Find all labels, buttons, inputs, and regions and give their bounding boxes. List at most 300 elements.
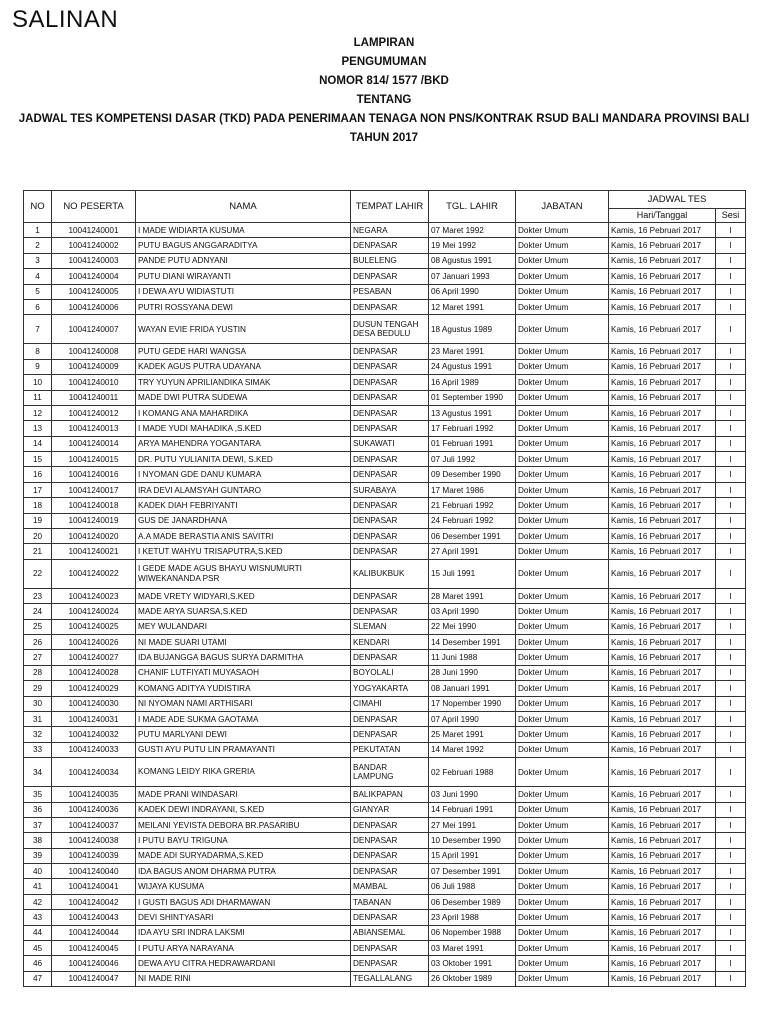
cell-no-peserta: 10041240031 <box>52 711 136 726</box>
cell-sesi: I <box>716 787 746 802</box>
cell-no-peserta: 10041240002 <box>52 238 136 253</box>
cell-no: 19 <box>24 513 52 528</box>
cell-no-peserta: 10041240028 <box>52 665 136 680</box>
cell-tgl-lahir: 08 Agustus 1991 <box>429 253 516 268</box>
cell-no-peserta: 10041240030 <box>52 696 136 711</box>
cell-sesi: I <box>716 513 746 528</box>
cell-hari-tanggal: Kamis, 16 Pebruari 2017 <box>609 634 716 649</box>
cell-nama: PUTRI ROSSYANA DEWI <box>136 299 351 314</box>
cell-tempat-lahir: DENPASAR <box>351 864 429 879</box>
cell-hari-tanggal: Kamis, 16 Pebruari 2017 <box>609 925 716 940</box>
cell-tgl-lahir: 01 September 1990 <box>429 390 516 405</box>
cell-tgl-lahir: 24 Februari 1992 <box>429 513 516 528</box>
cell-jabatan: Dokter Umum <box>516 390 609 405</box>
cell-nama: IDA BUJANGGA BAGUS SURYA DARMITHA <box>136 650 351 665</box>
header-title: JADWAL TES KOMPETENSI DASAR (TKD) PADA PENERIMAAN TENAGA NON PNS/KONTRAK RSUD BALI MANDARA PROVINSI BALI <box>18 113 750 125</box>
cell-sesi: I <box>716 727 746 742</box>
cell-jabatan: Dokter Umum <box>516 269 609 284</box>
table-row <box>24 787 746 802</box>
cell-sesi: I <box>716 344 746 359</box>
cell-tempat-lahir: TEGALLALANG <box>351 971 429 986</box>
cell-jabatan: Dokter Umum <box>516 344 609 359</box>
cell-no: 29 <box>24 681 52 696</box>
cell-sesi: I <box>716 375 746 390</box>
cell-no-peserta: 10041240013 <box>52 421 136 436</box>
cell-hari-tanggal: Kamis, 16 Pebruari 2017 <box>609 390 716 405</box>
cell-tempat-lahir: DENPASAR <box>351 421 429 436</box>
cell-tgl-lahir: 03 Juni 1990 <box>429 787 516 802</box>
cell-tempat-lahir: DENPASAR <box>351 529 429 544</box>
cell-sesi: I <box>716 879 746 894</box>
cell-no: 22 <box>24 559 52 588</box>
cell-sesi: I <box>716 758 746 787</box>
cell-jabatan: Dokter Umum <box>516 223 609 238</box>
cell-tempat-lahir: PESABAN <box>351 284 429 299</box>
cell-hari-tanggal: Kamis, 16 Pebruari 2017 <box>609 375 716 390</box>
cell-no-peserta: 10041240033 <box>52 742 136 757</box>
cell-tgl-lahir: 16 April 1989 <box>429 375 516 390</box>
cell-no-peserta: 10041240011 <box>52 390 136 405</box>
cell-sesi: I <box>716 588 746 603</box>
table-row <box>24 817 746 832</box>
cell-jabatan: Dokter Umum <box>516 467 609 482</box>
col-header-tgl-lahir: TGL. LAHIR <box>429 191 516 223</box>
cell-no: 15 <box>24 452 52 467</box>
salinan-stamp: SALINAN <box>12 6 119 33</box>
cell-sesi: I <box>716 253 746 268</box>
cell-hari-tanggal: Kamis, 16 Pebruari 2017 <box>609 802 716 817</box>
cell-no-peserta: 10041240005 <box>52 284 136 299</box>
cell-sesi: I <box>716 971 746 986</box>
cell-sesi: I <box>716 405 746 420</box>
cell-no-peserta: 10041240041 <box>52 879 136 894</box>
cell-tgl-lahir: 06 Juli 1988 <box>429 879 516 894</box>
cell-hari-tanggal: Kamis, 16 Pebruari 2017 <box>609 727 716 742</box>
table-row <box>24 941 746 956</box>
cell-jabatan: Dokter Umum <box>516 971 609 986</box>
cell-sesi: I <box>716 269 746 284</box>
cell-no-peserta: 10041240021 <box>52 544 136 559</box>
cell-nama: MADE VRETY WIDYARI,S.KED <box>136 588 351 603</box>
table-row <box>24 359 746 374</box>
table-row <box>24 833 746 848</box>
cell-no-peserta: 10041240016 <box>52 467 136 482</box>
table-row <box>24 284 746 299</box>
cell-sesi: I <box>716 529 746 544</box>
table-row <box>24 634 746 649</box>
cell-no: 30 <box>24 696 52 711</box>
cell-hari-tanggal: Kamis, 16 Pebruari 2017 <box>609 452 716 467</box>
cell-nama: KADEK AGUS PUTRA UDAYANA <box>136 359 351 374</box>
cell-jabatan: Dokter Umum <box>516 405 609 420</box>
cell-tgl-lahir: 14 Desember 1991 <box>429 634 516 649</box>
header-pengumuman: PENGUMUMAN <box>341 56 427 68</box>
cell-nama: PUTU GEDE HARI WANGSA <box>136 344 351 359</box>
cell-jabatan: Dokter Umum <box>516 665 609 680</box>
cell-jabatan: Dokter Umum <box>516 619 609 634</box>
cell-hari-tanggal: Kamis, 16 Pebruari 2017 <box>609 665 716 680</box>
cell-tgl-lahir: 08 Januari 1991 <box>429 681 516 696</box>
cell-no-peserta: 10041240034 <box>52 758 136 787</box>
cell-no: 2 <box>24 238 52 253</box>
cell-no-peserta: 10041240017 <box>52 482 136 497</box>
cell-nama: I KETUT WAHYU TRISAPUTRA,S.KED <box>136 544 351 559</box>
cell-nama: I DEWA AYU WIDIASTUTI <box>136 284 351 299</box>
cell-jabatan: Dokter Umum <box>516 956 609 971</box>
table-row <box>24 758 746 787</box>
cell-no-peserta: 10041240018 <box>52 498 136 513</box>
cell-tgl-lahir: 01 Februari 1991 <box>429 436 516 451</box>
cell-sesi: I <box>716 238 746 253</box>
cell-no-peserta: 10041240037 <box>52 817 136 832</box>
col-header-hari-tanggal: Hari/Tanggal <box>609 209 716 223</box>
cell-tgl-lahir: 09 Desember 1990 <box>429 467 516 482</box>
cell-hari-tanggal: Kamis, 16 Pebruari 2017 <box>609 833 716 848</box>
cell-tempat-lahir: DENPASAR <box>351 544 429 559</box>
cell-hari-tanggal: Kamis, 16 Pebruari 2017 <box>609 544 716 559</box>
header-tentang: TENTANG <box>356 94 412 106</box>
table-row <box>24 696 746 711</box>
cell-no: 16 <box>24 467 52 482</box>
cell-no: 24 <box>24 604 52 619</box>
cell-tgl-lahir: 07 Juli 1992 <box>429 452 516 467</box>
cell-hari-tanggal: Kamis, 16 Pebruari 2017 <box>609 421 716 436</box>
table-row <box>24 253 746 268</box>
cell-no: 17 <box>24 482 52 497</box>
cell-jabatan: Dokter Umum <box>516 696 609 711</box>
cell-no: 18 <box>24 498 52 513</box>
cell-jabatan: Dokter Umum <box>516 299 609 314</box>
cell-tempat-lahir: DENPASAR <box>351 344 429 359</box>
cell-no: 27 <box>24 650 52 665</box>
cell-jabatan: Dokter Umum <box>516 284 609 299</box>
cell-tempat-lahir: DENPASAR <box>351 452 429 467</box>
cell-nama: KOMANG LEIDY RIKA GRERIA <box>136 758 351 787</box>
cell-tempat-lahir: BULELENG <box>351 253 429 268</box>
cell-tempat-lahir: DENPASAR <box>351 650 429 665</box>
cell-no: 33 <box>24 742 52 757</box>
cell-tgl-lahir: 07 Maret 1992 <box>429 223 516 238</box>
cell-nama: ARYA MAHENDRA YOGANTARA <box>136 436 351 451</box>
cell-no: 42 <box>24 894 52 909</box>
cell-tgl-lahir: 13 Agustus 1991 <box>429 405 516 420</box>
cell-tgl-lahir: 19 Mei 1992 <box>429 238 516 253</box>
cell-no: 1 <box>24 223 52 238</box>
cell-sesi: I <box>716 559 746 588</box>
table-row <box>24 390 746 405</box>
cell-sesi: I <box>716 817 746 832</box>
table-row <box>24 223 746 238</box>
cell-no: 34 <box>24 758 52 787</box>
cell-no-peserta: 10041240029 <box>52 681 136 696</box>
cell-jabatan: Dokter Umum <box>516 253 609 268</box>
cell-tempat-lahir: YOGYAKARTA <box>351 681 429 696</box>
cell-tgl-lahir: 07 Januari 1993 <box>429 269 516 284</box>
cell-jabatan: Dokter Umum <box>516 833 609 848</box>
cell-sesi: I <box>716 802 746 817</box>
cell-no: 46 <box>24 956 52 971</box>
table-row <box>24 802 746 817</box>
cell-tgl-lahir: 21 Februari 1992 <box>429 498 516 513</box>
cell-hari-tanggal: Kamis, 16 Pebruari 2017 <box>609 864 716 879</box>
cell-no: 26 <box>24 634 52 649</box>
table-row <box>24 299 746 314</box>
cell-tempat-lahir: DENPASAR <box>351 359 429 374</box>
cell-hari-tanggal: Kamis, 16 Pebruari 2017 <box>609 681 716 696</box>
cell-tempat-lahir: DENPASAR <box>351 817 429 832</box>
cell-tgl-lahir: 06 Desember 1989 <box>429 894 516 909</box>
cell-tgl-lahir: 17 Nopember 1990 <box>429 696 516 711</box>
cell-sesi: I <box>716 619 746 634</box>
cell-no-peserta: 10041240019 <box>52 513 136 528</box>
cell-sesi: I <box>716 681 746 696</box>
col-header-no-peserta: NO PESERTA <box>52 191 136 223</box>
cell-nama: KOMANG ADITYA YUDISTIRA <box>136 681 351 696</box>
cell-no: 43 <box>24 910 52 925</box>
cell-no-peserta: 10041240045 <box>52 941 136 956</box>
table-row <box>24 588 746 603</box>
cell-nama: IDA BAGUS ANOM DHARMA PUTRA <box>136 864 351 879</box>
cell-nama: I MADE YUDI MAHADIKA ,S.KED <box>136 421 351 436</box>
col-header-sesi: Sesi <box>716 209 746 223</box>
cell-jabatan: Dokter Umum <box>516 758 609 787</box>
cell-nama: NI NYOMAN NAMI ARTHISARI <box>136 696 351 711</box>
cell-tgl-lahir: 03 Oktober 1991 <box>429 956 516 971</box>
cell-no: 32 <box>24 727 52 742</box>
cell-hari-tanggal: Kamis, 16 Pebruari 2017 <box>609 758 716 787</box>
cell-tempat-lahir: MAMBAL <box>351 879 429 894</box>
cell-no-peserta: 10041240008 <box>52 344 136 359</box>
cell-no-peserta: 10041240001 <box>52 223 136 238</box>
cell-hari-tanggal: Kamis, 16 Pebruari 2017 <box>609 238 716 253</box>
cell-no: 10 <box>24 375 52 390</box>
table-row <box>24 344 746 359</box>
cell-tgl-lahir: 28 Maret 1991 <box>429 588 516 603</box>
cell-no-peserta: 10041240009 <box>52 359 136 374</box>
cell-jabatan: Dokter Umum <box>516 879 609 894</box>
cell-tempat-lahir: DENPASAR <box>351 405 429 420</box>
cell-nama: NI MADE SUARI UTAMI <box>136 634 351 649</box>
cell-no-peserta: 10041240043 <box>52 910 136 925</box>
cell-jabatan: Dokter Umum <box>516 544 609 559</box>
cell-no: 5 <box>24 284 52 299</box>
cell-tgl-lahir: 17 Februari 1992 <box>429 421 516 436</box>
cell-jabatan: Dokter Umum <box>516 436 609 451</box>
cell-no: 12 <box>24 405 52 420</box>
cell-tempat-lahir: DENPASAR <box>351 238 429 253</box>
cell-no-peserta: 10041240040 <box>52 864 136 879</box>
table-row <box>24 925 746 940</box>
cell-hari-tanggal: Kamis, 16 Pebruari 2017 <box>609 467 716 482</box>
cell-nama: DR. PUTU YULIANITA DEWI, S.KED <box>136 452 351 467</box>
cell-tempat-lahir: NEGARA <box>351 223 429 238</box>
cell-no: 20 <box>24 529 52 544</box>
cell-no: 6 <box>24 299 52 314</box>
cell-no: 39 <box>24 848 52 863</box>
cell-nama: GUSTI AYU PUTU LIN PRAMAYANTI <box>136 742 351 757</box>
cell-tempat-lahir: KENDARI <box>351 634 429 649</box>
cell-tempat-lahir: DENPASAR <box>351 848 429 863</box>
cell-no: 3 <box>24 253 52 268</box>
table-row <box>24 848 746 863</box>
document-header <box>0 34 768 148</box>
cell-hari-tanggal: Kamis, 16 Pebruari 2017 <box>609 344 716 359</box>
cell-sesi: I <box>716 711 746 726</box>
cell-tgl-lahir: 06 April 1990 <box>429 284 516 299</box>
cell-sesi: I <box>716 359 746 374</box>
cell-jabatan: Dokter Umum <box>516 498 609 513</box>
cell-no-peserta: 10041240006 <box>52 299 136 314</box>
cell-tempat-lahir: DENPASAR <box>351 390 429 405</box>
cell-sesi: I <box>716 894 746 909</box>
cell-hari-tanggal: Kamis, 16 Pebruari 2017 <box>609 956 716 971</box>
cell-no-peserta: 10041240007 <box>52 315 136 344</box>
cell-sesi: I <box>716 848 746 863</box>
cell-sesi: I <box>716 223 746 238</box>
cell-nama: WIJAYA KUSUMA <box>136 879 351 894</box>
table-row <box>24 864 746 879</box>
cell-sesi: I <box>716 634 746 649</box>
cell-nama: I MADE ADE SUKMA GAOTAMA <box>136 711 351 726</box>
cell-nama: MADE DWI PUTRA SUDEWA <box>136 390 351 405</box>
cell-tempat-lahir: DENPASAR <box>351 910 429 925</box>
cell-nama: I GEDE MADE AGUS BHAYU WISNUMURTI WIWEKANANDA PSR <box>136 559 351 588</box>
cell-jabatan: Dokter Umum <box>516 894 609 909</box>
cell-tgl-lahir: 12 Maret 1991 <box>429 299 516 314</box>
cell-hari-tanggal: Kamis, 16 Pebruari 2017 <box>609 284 716 299</box>
cell-no-peserta: 10041240036 <box>52 802 136 817</box>
table-row <box>24 498 746 513</box>
cell-tempat-lahir: DENPASAR <box>351 727 429 742</box>
table-row <box>24 452 746 467</box>
cell-no-peserta: 10041240025 <box>52 619 136 634</box>
cell-tempat-lahir: DENPASAR <box>351 375 429 390</box>
cell-nama: KADEK DEWI INDRAYANI, S.KED <box>136 802 351 817</box>
cell-tgl-lahir: 15 Juli 1991 <box>429 559 516 588</box>
cell-tgl-lahir: 14 Maret 1992 <box>429 742 516 757</box>
cell-nama: PANDE PUTU ADNYANI <box>136 253 351 268</box>
table-row <box>24 665 746 680</box>
cell-hari-tanggal: Kamis, 16 Pebruari 2017 <box>609 513 716 528</box>
cell-no-peserta: 10041240042 <box>52 894 136 909</box>
cell-sesi: I <box>716 650 746 665</box>
cell-no: 37 <box>24 817 52 832</box>
cell-tempat-lahir: DENPASAR <box>351 833 429 848</box>
cell-no-peserta: 10041240038 <box>52 833 136 848</box>
cell-sesi: I <box>716 284 746 299</box>
cell-tempat-lahir: GIANYAR <box>351 802 429 817</box>
cell-tempat-lahir: DUSUN TENGAH DESA BEDULU <box>351 315 429 344</box>
cell-tgl-lahir: 06 Desember 1991 <box>429 529 516 544</box>
table-row <box>24 269 746 284</box>
cell-jabatan: Dokter Umum <box>516 742 609 757</box>
cell-no-peserta: 10041240020 <box>52 529 136 544</box>
cell-hari-tanggal: Kamis, 16 Pebruari 2017 <box>609 359 716 374</box>
cell-sesi: I <box>716 941 746 956</box>
cell-jabatan: Dokter Umum <box>516 711 609 726</box>
cell-hari-tanggal: Kamis, 16 Pebruari 2017 <box>609 498 716 513</box>
cell-jabatan: Dokter Umum <box>516 359 609 374</box>
cell-sesi: I <box>716 421 746 436</box>
table-row <box>24 238 746 253</box>
cell-jabatan: Dokter Umum <box>516 864 609 879</box>
cell-nama: MADE PRANI WINDASARI <box>136 787 351 802</box>
cell-hari-tanggal: Kamis, 16 Pebruari 2017 <box>609 604 716 619</box>
cell-jabatan: Dokter Umum <box>516 238 609 253</box>
cell-jabatan: Dokter Umum <box>516 727 609 742</box>
cell-tgl-lahir: 24 Agustus 1991 <box>429 359 516 374</box>
table-row <box>24 482 746 497</box>
cell-tgl-lahir: 07 April 1990 <box>429 711 516 726</box>
table-row <box>24 405 746 420</box>
cell-no: 36 <box>24 802 52 817</box>
cell-nama: MEY WULANDARI <box>136 619 351 634</box>
cell-hari-tanggal: Kamis, 16 Pebruari 2017 <box>609 299 716 314</box>
cell-hari-tanggal: Kamis, 16 Pebruari 2017 <box>609 879 716 894</box>
cell-tempat-lahir: DENPASAR <box>351 467 429 482</box>
cell-no: 23 <box>24 588 52 603</box>
cell-tgl-lahir: 17 Maret 1986 <box>429 482 516 497</box>
cell-tgl-lahir: 15 April 1991 <box>429 848 516 863</box>
cell-no: 40 <box>24 864 52 879</box>
table-row <box>24 604 746 619</box>
cell-hari-tanggal: Kamis, 16 Pebruari 2017 <box>609 910 716 925</box>
cell-tempat-lahir: BOYOLALI <box>351 665 429 680</box>
table-row <box>24 467 746 482</box>
header-lampiran: LAMPIRAN <box>353 37 415 49</box>
cell-hari-tanggal: Kamis, 16 Pebruari 2017 <box>609 650 716 665</box>
cell-tgl-lahir: 22 Mei 1990 <box>429 619 516 634</box>
cell-no-peserta: 10041240023 <box>52 588 136 603</box>
table-row <box>24 650 746 665</box>
cell-jabatan: Dokter Umum <box>516 482 609 497</box>
cell-jabatan: Dokter Umum <box>516 681 609 696</box>
cell-tempat-lahir: PEKUTATAN <box>351 742 429 757</box>
cell-tempat-lahir: SUKAWATI <box>351 436 429 451</box>
cell-tgl-lahir: 28 Juni 1990 <box>429 665 516 680</box>
cell-hari-tanggal: Kamis, 16 Pebruari 2017 <box>609 253 716 268</box>
table-row <box>24 971 746 986</box>
cell-no: 21 <box>24 544 52 559</box>
cell-no-peserta: 10041240035 <box>52 787 136 802</box>
cell-hari-tanggal: Kamis, 16 Pebruari 2017 <box>609 315 716 344</box>
cell-nama: WAYAN EVIE FRIDA YUSTIN <box>136 315 351 344</box>
cell-no: 31 <box>24 711 52 726</box>
cell-sesi: I <box>716 467 746 482</box>
cell-tempat-lahir: KALIBUKBUK <box>351 559 429 588</box>
cell-tgl-lahir: 10 Desember 1990 <box>429 833 516 848</box>
cell-hari-tanggal: Kamis, 16 Pebruari 2017 <box>609 269 716 284</box>
cell-jabatan: Dokter Umum <box>516 650 609 665</box>
col-header-no: NO <box>24 191 52 223</box>
col-header-nama: NAMA <box>136 191 351 223</box>
cell-tgl-lahir: 23 Maret 1991 <box>429 344 516 359</box>
cell-nama: MEILANI YEVISTA DEBORA BR.PASARIBU <box>136 817 351 832</box>
cell-tgl-lahir: 25 Maret 1991 <box>429 727 516 742</box>
cell-tempat-lahir: TABANAN <box>351 894 429 909</box>
cell-sesi: I <box>716 390 746 405</box>
table-row <box>24 544 746 559</box>
cell-no: 28 <box>24 665 52 680</box>
cell-tempat-lahir: SLEMAN <box>351 619 429 634</box>
cell-sesi: I <box>716 742 746 757</box>
cell-tempat-lahir: DENPASAR <box>351 513 429 528</box>
cell-no-peserta: 10041240032 <box>52 727 136 742</box>
header-nomor: NOMOR 814/ 1577 /BKD <box>319 75 449 87</box>
cell-tempat-lahir: ABIANSEMAL <box>351 925 429 940</box>
table-row <box>24 879 746 894</box>
table-row <box>24 315 746 344</box>
